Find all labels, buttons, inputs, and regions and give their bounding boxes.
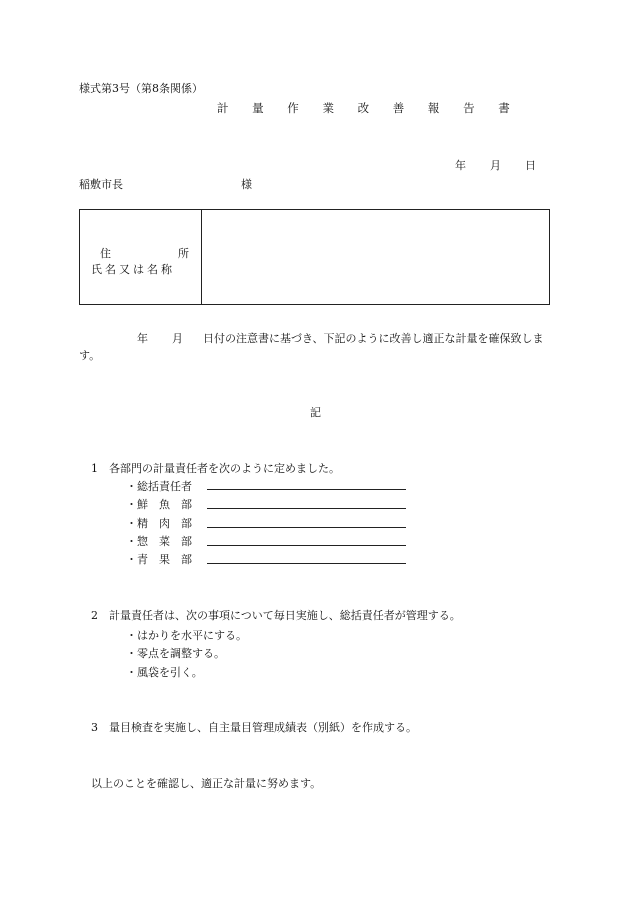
- role-fill-line: [207, 508, 406, 509]
- role-label: ・惣 菜 部: [126, 535, 192, 548]
- item-3-heading: 3 量目検査を実施し、自主量目管理成績表（別紙）を作成する。: [91, 721, 417, 734]
- role-fill-line: [207, 489, 406, 490]
- role-fill-line: [207, 563, 406, 564]
- intro-month-label: 月: [172, 332, 183, 345]
- item-2-heading: 2 計量責任者は、次の事項について毎日実施し、総括責任者が管理する。: [91, 609, 461, 622]
- date-month-label: 月: [490, 159, 501, 172]
- address-label-char-1: 住: [100, 247, 111, 260]
- role-fill-line: [207, 545, 406, 546]
- name-label: 氏名又は名称: [91, 263, 175, 276]
- intro-year-label: 年: [137, 332, 148, 345]
- role-fill-line: [207, 527, 406, 528]
- date-day-label: 日: [525, 159, 536, 172]
- document-title: 計 量 作 業 改 善 報 告 書: [217, 101, 520, 115]
- honorific: 様: [241, 178, 252, 191]
- item-1-heading: 1 各部門の計量責任者を次のように定めました。: [91, 462, 340, 475]
- intro-text: 日付の注意書に基づき、下記のように改善し適正な計量を確保致します。: [79, 332, 544, 362]
- role-label: ・総括責任者: [126, 480, 192, 493]
- task-item: ・風袋を引く。: [126, 666, 203, 679]
- date-year-label: 年: [455, 159, 466, 172]
- task-item: ・はかりを水平にする。: [126, 629, 247, 642]
- closing-statement: 以上のことを確認し、適正な計量に努めます。: [91, 777, 322, 790]
- applicant-info-box: [79, 209, 550, 305]
- address-label-char-2: 所: [178, 247, 189, 260]
- role-label: ・精 肉 部: [126, 517, 192, 530]
- task-item: ・零点を調整する。: [126, 647, 225, 660]
- form-number: 様式第3号（第8条関係）: [79, 82, 203, 95]
- box-divider: [201, 210, 202, 304]
- role-label: ・青 果 部: [126, 553, 192, 566]
- intro-paragraph: [79, 330, 559, 364]
- ki-heading: 記: [310, 406, 321, 419]
- addressee: 稲敷市長: [79, 178, 123, 191]
- date-line: [455, 157, 536, 173]
- role-label: ・鮮 魚 部: [126, 498, 192, 511]
